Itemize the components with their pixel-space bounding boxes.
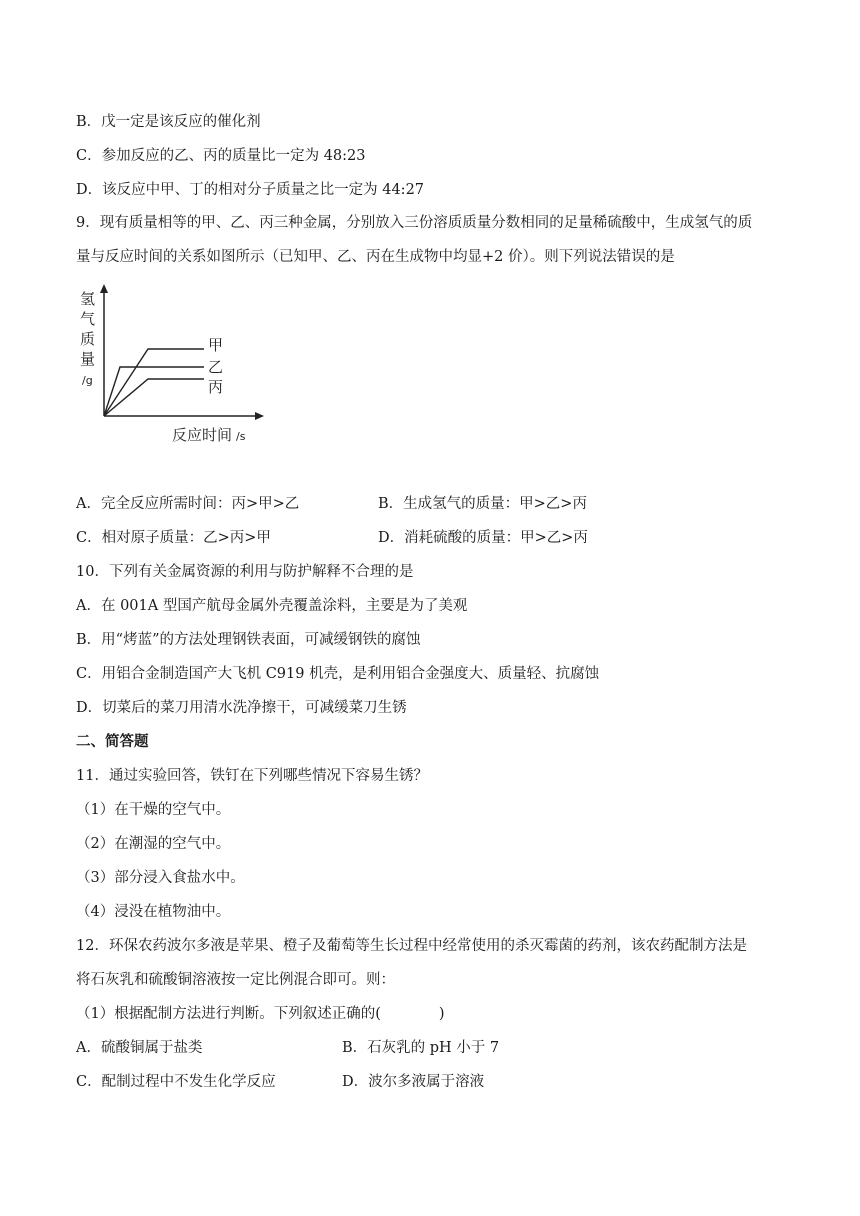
y-label-char-1: 氢 — [80, 290, 96, 308]
q12-option-a: A．硫酸铜属于盐类 — [76, 1040, 203, 1056]
q10-stem: 10．下列有关金属资源的利用与防护解释不合理的是 — [76, 564, 414, 580]
q10-option-d: D．切菜后的菜刀用清水洗净擦干，可减缓菜刀生锈 — [76, 700, 407, 716]
y-axis-arrow — [100, 284, 108, 293]
q11-item: （4）浸没在植物油中。 — [76, 904, 231, 920]
y-label-char-2: 气 — [80, 310, 96, 328]
q12-stem-line1: 12．环保农药波尔多液是苹果、橙子及葡萄等生长过程中经常使用的杀灭霉菌的药剂，该农药配制方法是 — [76, 938, 747, 954]
q12-stem-line2: 将石灰乳和硫酸铜溶液按一定比例混合即可。则： — [76, 972, 395, 988]
series-label-jia: 甲 — [208, 336, 224, 354]
section-title: 二、简答题 — [76, 733, 149, 750]
q9-option-d: D．消耗硫酸的质量：甲>乙>丙 — [378, 530, 588, 546]
x-unit: /s — [236, 430, 246, 443]
series-line-jia — [104, 349, 204, 416]
q9-stem-line1: 9．现有质量相等的甲、乙、丙三种金属，分别放入三份溶质质量分数相同的足量稀硫酸中，生成氢气的质 — [76, 215, 753, 231]
q12-subquestion-1: （1）根据配制方法进行判断。下列叙述正确的( ) — [76, 1006, 445, 1022]
series-label-yi: 乙 — [208, 358, 224, 376]
q11-item: （2）在潮湿的空气中。 — [76, 836, 231, 852]
series-label-bing: 丙 — [208, 378, 224, 396]
series-line-yi — [104, 367, 204, 416]
y-label-char-4: 量 — [80, 350, 96, 368]
q9-option-c: C．相对原子质量：乙>丙>甲 — [76, 530, 271, 546]
series-line-bing — [104, 379, 204, 416]
y-label-char-3: 质 — [80, 330, 96, 348]
q12-option-b: B．石灰乳的 pH 小于 7 — [342, 1040, 500, 1056]
q12-option-c: C．配制过程中不发生化学反应 — [76, 1074, 276, 1090]
q9-option-b: B．生成氢气的质量：甲>乙>丙 — [378, 496, 587, 512]
q8-option-d: D．该反应中甲、丁的相对分子质量之比一定为 44:27 — [76, 182, 425, 198]
q9-stem-line2: 量与反应时间的关系如图所示（已知甲、乙、丙在生成物中均显+2 价）。则下列说法错误的是 — [76, 249, 675, 265]
q8-option-b: B．戊一定是该反应的催化剂 — [76, 114, 261, 130]
q11-item: （3）部分浸入食盐水中。 — [76, 870, 245, 886]
q11-item: （1）在干燥的空气中。 — [76, 802, 231, 818]
q10-option-b: B．用“烤蓝”的方法处理钢铁表面，可减缓钢铁的腐蚀 — [76, 632, 421, 648]
q10-option-c: C．用铝合金制造国产大飞机 C919 机壳，是利用铝合金强度大、质量轻、抗腐蚀 — [76, 666, 600, 682]
x-label: 反应时间 — [172, 426, 233, 444]
q12-option-d: D．波尔多液属于溶液 — [342, 1074, 485, 1090]
q11-stem: 11．通过实验回答，铁钉在下列哪些情况下容易生锈？ — [76, 768, 428, 784]
y-unit: /g — [82, 374, 93, 387]
q8-option-c: C．参加反应的乙、丙的质量比一定为 48:23 — [76, 148, 366, 164]
q10-option-a: A．在 001A 型国产航母金属外壳覆盖涂料，主要是为了美观 — [76, 598, 468, 614]
hydrogen-mass-graph — [74, 282, 264, 452]
x-axis-arrow — [255, 412, 264, 420]
q9-option-a: A．完全反应所需时间：丙>甲>乙 — [76, 496, 300, 512]
